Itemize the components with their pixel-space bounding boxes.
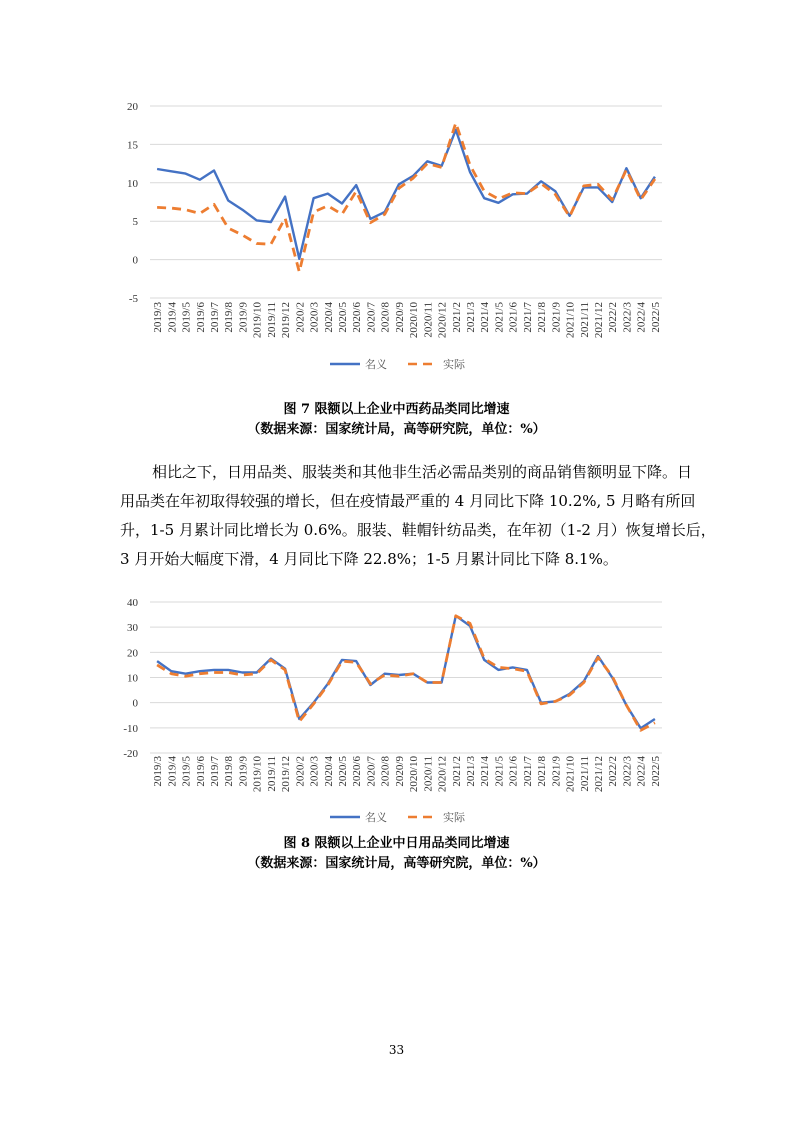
x-tick-label: 2021/7 (521, 302, 534, 333)
y-tick-label: 0 (132, 697, 138, 710)
paragraph-line: 升，1-5 月累计同比增长为 0.6%。服装、鞋帽针纺品类，在年初（1-2 月）恢复增长后， (120, 521, 716, 539)
x-tick-label: 2022/2 (607, 756, 620, 787)
x-tick-label: 2020/10 (408, 756, 421, 793)
legend-label: 名义 (365, 811, 387, 824)
x-tick-label: 2019/12 (280, 302, 293, 339)
y-tick-label: 15 (127, 139, 138, 152)
x-tick-label: 2019/8 (223, 302, 236, 333)
page-number: 33 (388, 1043, 405, 1057)
x-tick-label: 2021/9 (550, 302, 563, 333)
x-tick-label: 2022/4 (635, 302, 648, 333)
x-tick-label: 2019/4 (166, 756, 179, 787)
x-tick-label: 2021/6 (507, 302, 520, 333)
y-tick-label: 5 (132, 216, 138, 229)
x-tick-label: 2020/2 (294, 756, 307, 787)
x-tick-label: 2020/6 (351, 302, 364, 333)
y-tick-label: 40 (127, 597, 138, 609)
legend-label: 名义 (365, 358, 387, 371)
x-tick-label: 2019/4 (166, 302, 179, 333)
x-tick-label: 2021/10 (564, 756, 577, 793)
figure-8-svg (0, 590, 793, 830)
x-tick-label: 2021/7 (521, 756, 534, 787)
x-tick-label: 2019/8 (223, 756, 236, 787)
x-tick-label: 2020/9 (393, 756, 406, 787)
y-tick-label: -5 (128, 293, 138, 305)
y-tick-label: 20 (127, 101, 138, 113)
body-paragraph (120, 458, 716, 574)
x-tick-label: 2019/5 (180, 302, 193, 333)
x-tick-label: 2021/8 (536, 302, 549, 333)
x-tick-label: 2021/8 (536, 756, 549, 787)
x-tick-label: 2022/2 (607, 302, 620, 333)
paragraph-line: 相比之下，日用品类、服装类和其他非生活必需品类别的商品销售额明显下降。日 (152, 463, 693, 481)
x-tick-label: 2021/6 (507, 756, 520, 787)
x-tick-label: 2022/3 (621, 756, 634, 787)
x-tick-label: 2021/11 (578, 756, 591, 792)
x-tick-label: 2022/4 (635, 756, 648, 787)
x-tick-label: 2019/7 (209, 302, 221, 333)
x-tick-label: 2019/11 (265, 756, 278, 792)
x-tick-label: 2019/6 (194, 302, 207, 333)
x-tick-label: 2021/5 (493, 756, 506, 787)
x-tick-label: 2020/5 (337, 302, 349, 333)
series-line-实际 (157, 123, 655, 272)
paragraph-line: 3 月开始大幅度下滑，4 月同比下降 22.8%；1-5 月累计同比下降 8.1%。 (120, 550, 618, 568)
x-tick-label: 2020/12 (436, 302, 449, 339)
x-tick-label: 2021/9 (550, 756, 563, 787)
y-tick-label: -10 (123, 722, 138, 735)
x-tick-label: 2021/4 (479, 302, 492, 333)
figure-8-title: 图 8 限额以上企业中日用品类同比增速 (283, 836, 510, 851)
legend-label: 实际 (443, 358, 465, 371)
x-tick-label: 2019/11 (265, 302, 278, 338)
x-tick-label: 2020/11 (422, 756, 435, 792)
paragraph-line: 用品类在年初取得较强的增长，但在疫情最严重的 4 月同比下降 10.2%, 5 月略有所回 (120, 492, 696, 510)
x-tick-label: 2022/5 (649, 302, 662, 333)
y-tick-label: 10 (127, 672, 138, 685)
x-tick-label: 2021/3 (465, 756, 477, 787)
x-tick-label: 2020/8 (379, 756, 392, 787)
x-tick-label: 2019/9 (237, 756, 250, 787)
x-tick-label: 2020/3 (308, 756, 321, 787)
x-tick-label: 2020/12 (436, 756, 449, 793)
x-tick-label: 2020/4 (322, 756, 335, 787)
x-tick-label: 2021/4 (479, 756, 492, 787)
figure-7-chart (0, 90, 793, 390)
figure-7-title: 图 7 限额以上企业中西药品类同比增速 (283, 402, 510, 417)
x-tick-label: 2019/10 (251, 302, 264, 339)
x-tick-label: 2019/3 (152, 302, 165, 333)
x-tick-label: 2021/5 (493, 302, 506, 333)
x-tick-label: 2021/11 (578, 302, 591, 338)
x-tick-label: 2020/3 (308, 302, 321, 333)
series-line-实际 (157, 616, 655, 731)
figure-8-chart (0, 590, 793, 830)
y-tick-label: -20 (123, 748, 138, 760)
x-tick-label: 2019/10 (251, 756, 264, 793)
x-tick-label: 2019/9 (237, 302, 250, 333)
figure-7-caption (0, 400, 793, 440)
x-tick-label: 2019/6 (194, 756, 207, 787)
x-tick-label: 2020/10 (408, 302, 421, 339)
x-tick-label: 2020/8 (379, 302, 392, 333)
legend-label: 实际 (443, 811, 465, 824)
x-tick-label: 2020/9 (393, 302, 406, 333)
x-tick-label: 2019/12 (280, 756, 293, 793)
x-tick-label: 2021/2 (450, 756, 463, 787)
x-tick-label: 2019/3 (152, 756, 165, 787)
figure-7-svg (0, 90, 793, 390)
x-tick-label: 2021/12 (593, 302, 605, 339)
y-tick-label: 10 (127, 177, 138, 190)
figure-7-source: （数据来源：国家统计局，高等研究院，单位：%） (247, 422, 546, 437)
x-tick-label: 2020/4 (322, 302, 335, 333)
x-tick-label: 2022/5 (649, 756, 662, 787)
x-tick-label: 2021/3 (465, 302, 477, 333)
figure-8-source: （数据来源：国家统计局，高等研究院，单位：%） (247, 856, 546, 871)
x-tick-label: 2019/5 (180, 756, 193, 787)
x-tick-label: 2020/7 (365, 302, 378, 333)
figure-8-caption (0, 834, 793, 874)
x-tick-label: 2021/2 (450, 302, 463, 333)
x-tick-label: 2020/6 (351, 756, 364, 787)
x-tick-label: 2019/7 (209, 756, 221, 787)
x-tick-label: 2021/10 (564, 302, 577, 339)
x-tick-label: 2020/11 (422, 302, 435, 338)
y-tick-label: 20 (127, 647, 138, 660)
x-tick-label: 2020/7 (365, 756, 378, 787)
y-tick-label: 30 (127, 622, 138, 635)
y-tick-label: 0 (132, 254, 138, 267)
x-tick-label: 2020/2 (294, 302, 307, 333)
x-tick-label: 2022/3 (621, 302, 634, 333)
x-tick-label: 2021/12 (593, 756, 605, 793)
x-tick-label: 2020/5 (337, 756, 349, 787)
